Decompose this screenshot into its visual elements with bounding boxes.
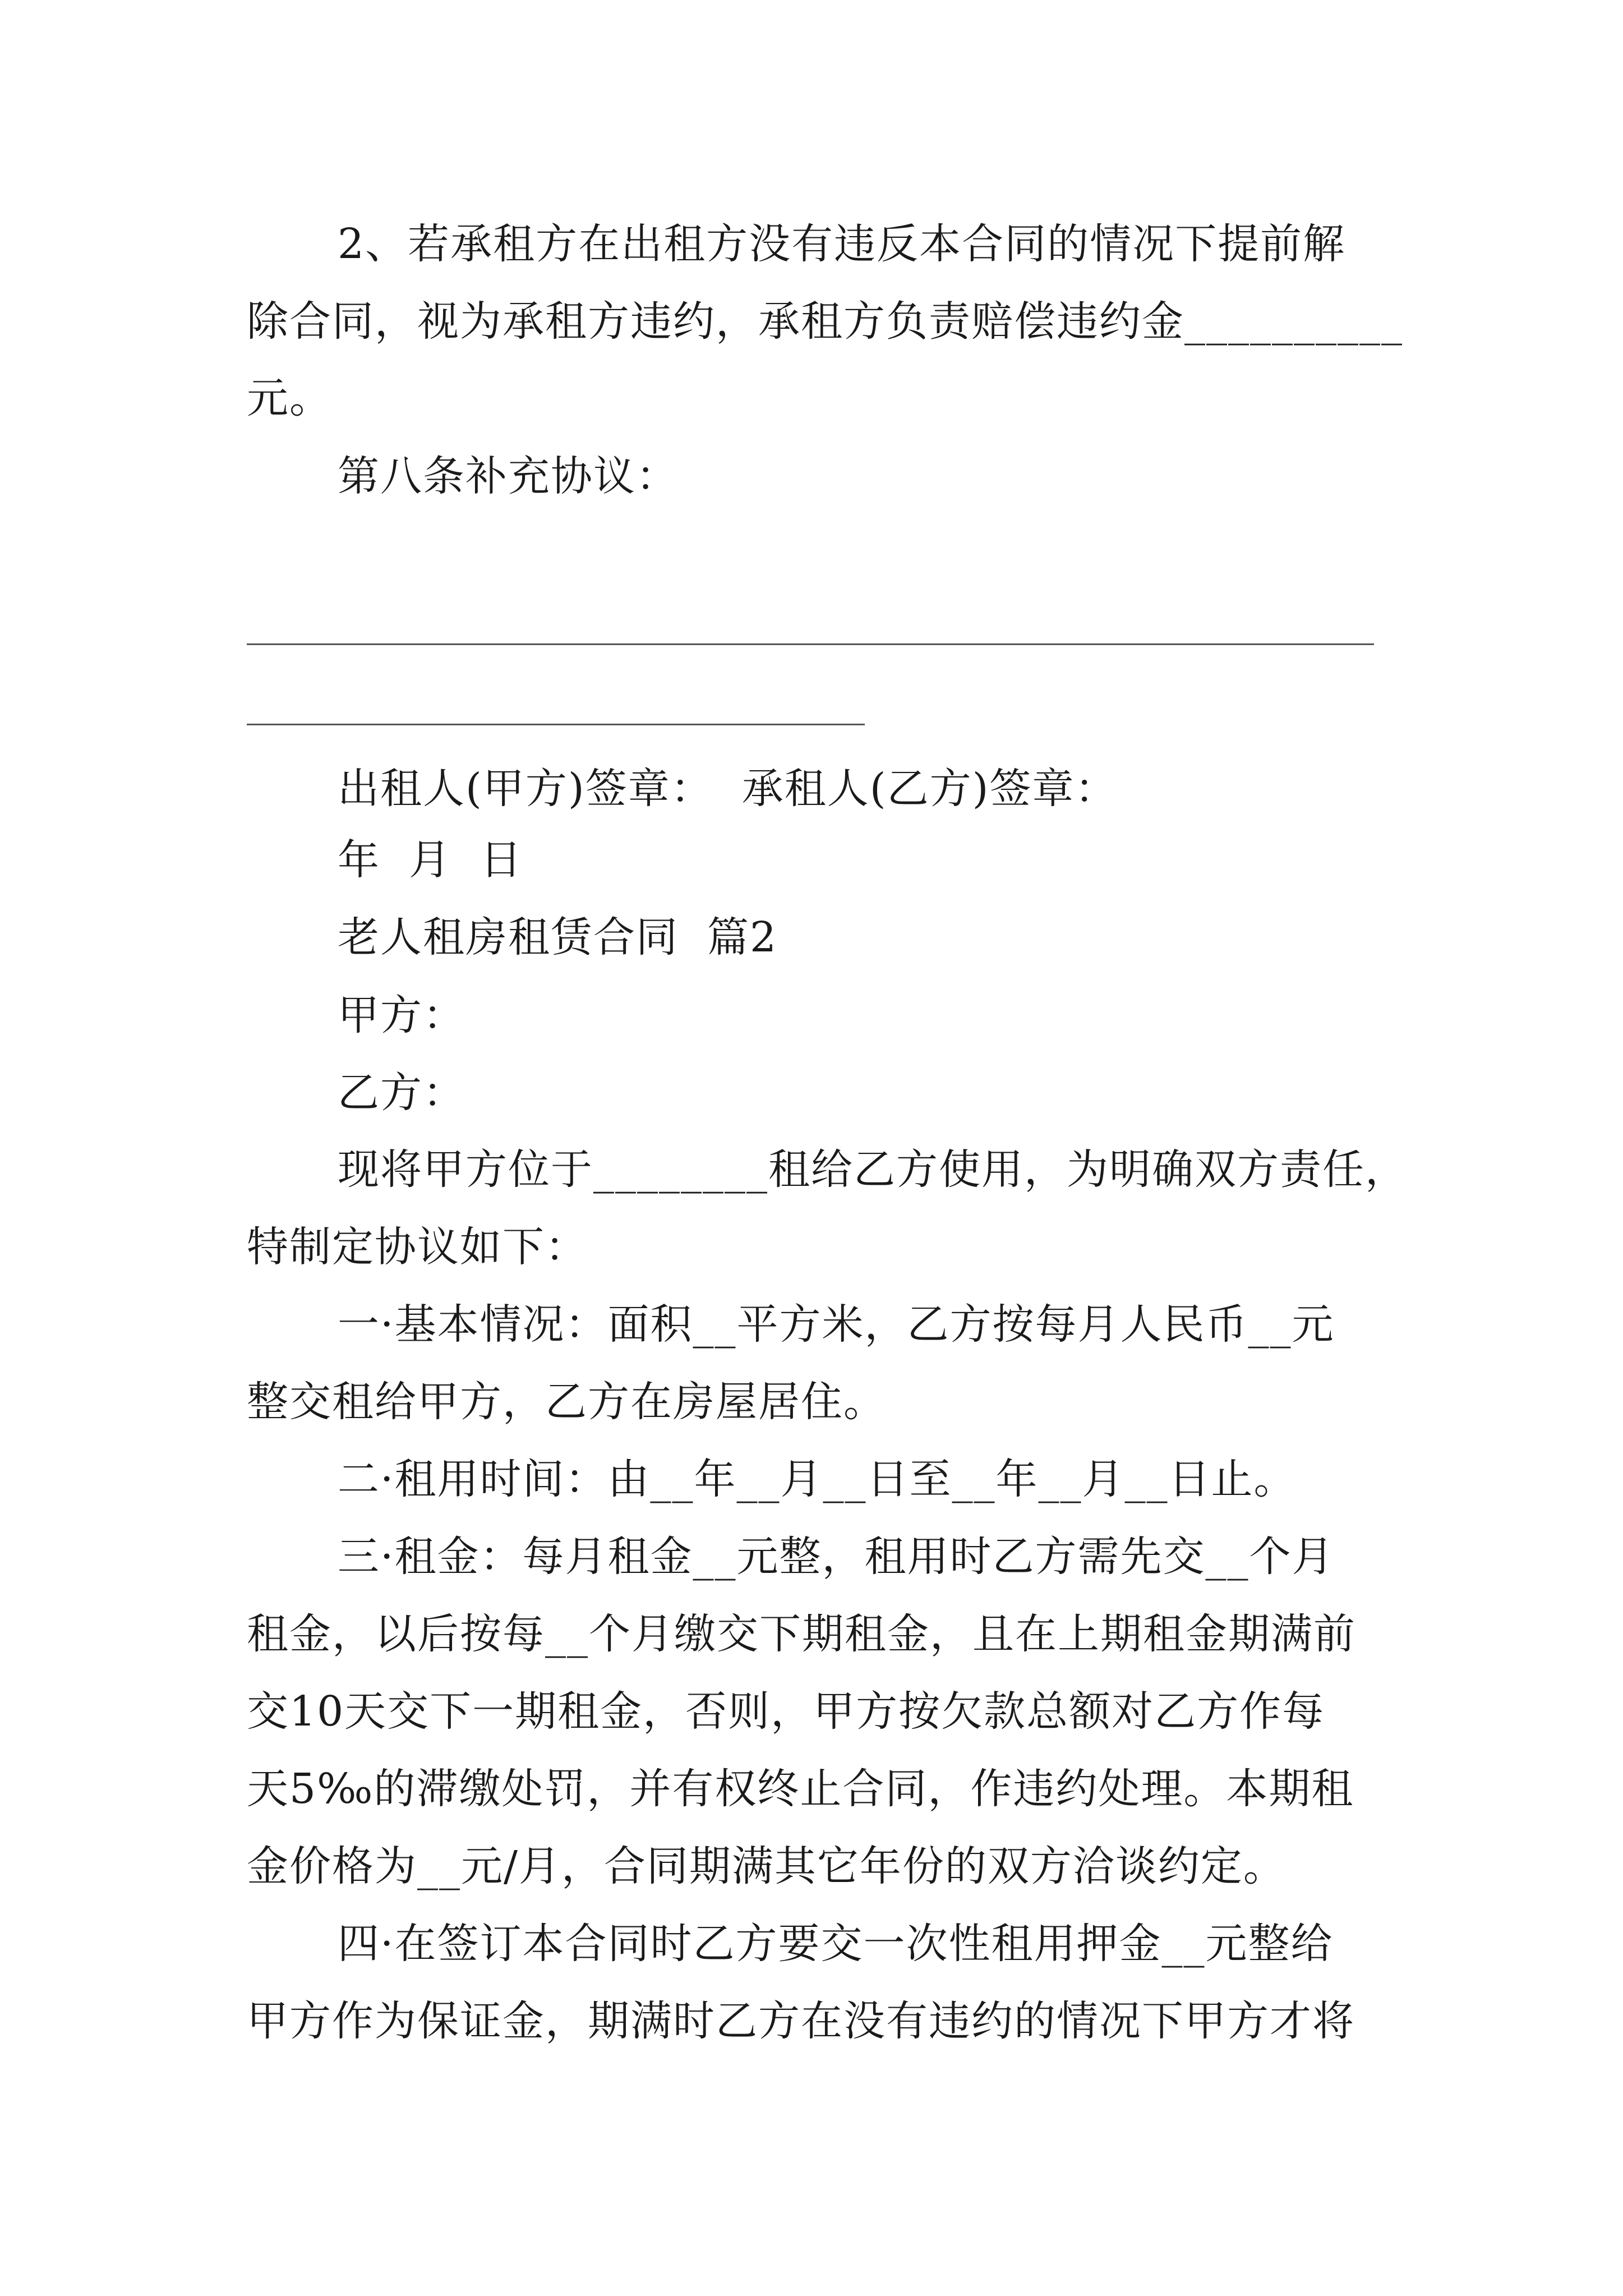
clause-2-line-2: 除合同，视为承租方违约，承租方负责赔偿违约金__________ <box>247 297 1403 346</box>
party-b-label: 乙方： <box>338 1069 465 1117</box>
signature-line: 出租人(甲方)签章： 承租人(乙方)签章： <box>338 765 1118 813</box>
blank-fill-line-1 <box>247 643 1374 645</box>
intro-line-2: 特制定协议如下： <box>247 1223 588 1271</box>
clause-2-line-1: 2、若承租方在出租方没有违反本合同的情况下提前解 <box>338 220 1346 268</box>
item-4-line-2: 甲方作为保证金，期满时乙方在没有违约的情况下甲方才将 <box>247 1997 1355 2045</box>
item-1-line-2: 整交租给甲方，乙方在房屋居住。 <box>247 1378 886 1426</box>
item-4-line-1: 四·在签订本合同时乙方要交一次性租用押金__元整给 <box>338 1920 1334 1968</box>
clause-2-line-3: 元。 <box>247 374 332 422</box>
item-3-line-3: 交10天交下一期租金，否则，甲方按欠款总额对乙方作每 <box>247 1687 1325 1736</box>
item-3-line-4: 天5‰的滞缴处罚，并有权终止合同，作违约处理。本期租 <box>247 1765 1354 1813</box>
intro-line-1: 现将甲方位于________租给乙方使用，为明确双方责任， <box>338 1145 1408 1194</box>
item-3-line-1: 三·租金：每月租金__元整，租用时乙方需先交__个月 <box>338 1533 1335 1581</box>
item-3-line-2: 租金，以后按每__个月缴交下期租金，且在上期租金期满前 <box>247 1610 1356 1658</box>
item-2-line-1: 二·租用时间：由__年__月__日至__年__月__日止。 <box>338 1455 1297 1503</box>
date-line: 年 月 日 <box>338 836 523 884</box>
article-8-heading: 第八条补充协议： <box>338 452 679 500</box>
blank-fill-line-2 <box>247 724 865 725</box>
item-1-line-1: 一·基本情况：面积__平方米，乙方按每月人民币__元 <box>338 1300 1335 1349</box>
contract-2-title: 老人租房租赁合同 篇2 <box>338 913 778 961</box>
item-3-line-5: 金价格为__元/月，合同期满其它年份的双方洽谈约定。 <box>247 1842 1286 1890</box>
party-a-label: 甲方： <box>338 991 465 1039</box>
